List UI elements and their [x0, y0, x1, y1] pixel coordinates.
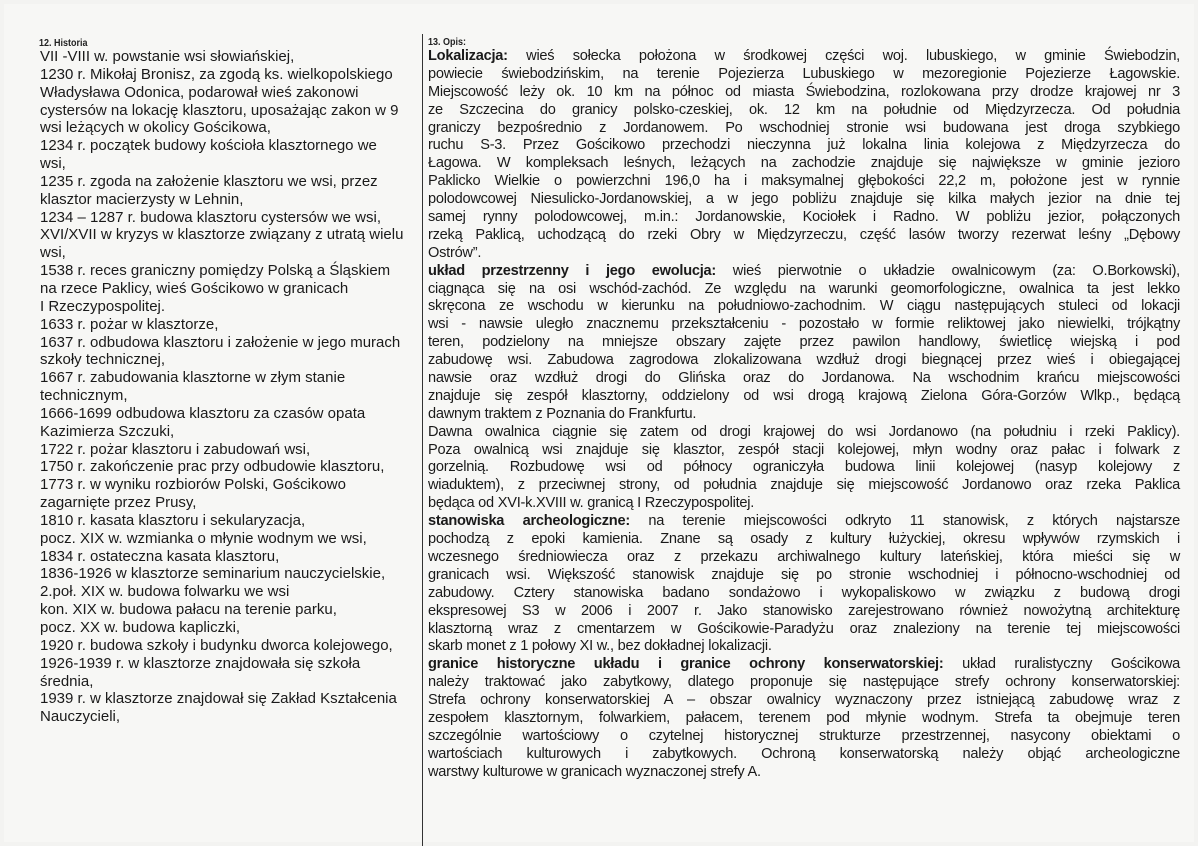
- history-line: Nauczycieli,: [40, 708, 121, 726]
- section-heading: układ przestrzenny i jego ewolucja:: [428, 262, 717, 279]
- history-line: 1637 r. odbudowa klasztoru i założenie w jego murach: [40, 333, 401, 351]
- section-heading: granice historyczne układu i granice ochrony konserwatorskiej:: [428, 656, 944, 673]
- description-line: skręcona ze wschodu w kierunku na południowo-zachodnim. W ciągu następujących stuleci od lokacji: [428, 298, 1180, 315]
- history-line: 1538 r. reces graniczny pomiędzy Polską a Śląskiem: [40, 262, 391, 280]
- description-line: ekspresowej S3 w 2006 i 2007 r. Jako stanowisko zarejestrowano również nowożytną architekturę: [428, 602, 1180, 619]
- description-line: polodowcowej Niesulicko-Jordanowskiej, a w jego pobliżu znajduje się kilka małych jezior na dnie tej: [428, 191, 1180, 208]
- section-text: na terenie miejscowości odkryto 11 stanowisk, z których najstarsze: [629, 513, 1180, 530]
- description-line: Paklicko Wielkie o powierzchni 196,0 ha i maksymalnej głębokości 22,2 m, położone jest w rynnie: [428, 173, 1180, 190]
- description-section: [428, 656, 1180, 781]
- description-section: [428, 513, 1180, 656]
- history-line: 1230 r. Mikołaj Bronisz, za zgodą ks. wielkopolskiego: [40, 65, 393, 83]
- description-line: skarb monet z 1 połowy XI w., bez dokładnej lokalizacji.: [428, 638, 772, 655]
- description-line: zespołem klasztornym, folwarkiem, pałacem, terenem pod młynie wodnym. Strefa ta obejmuje teren: [428, 709, 1180, 726]
- history-line: zagarnięte przez Prusy,: [40, 494, 197, 512]
- history-line: 1666-1699 odbudowa klasztoru za czasów opata: [40, 404, 366, 422]
- description-line: dawnym traktem z Poznania do Frankfurtu.: [428, 405, 697, 422]
- description-line: Łagowa. W kompleksach leśnych, leżących na zachodzie znajduje się największe w gminie jezioro: [428, 155, 1180, 172]
- history-line: 1235 r. zgoda na założenie klasztoru we wsi, przez: [40, 172, 378, 190]
- scanned-page: [4, 4, 1194, 842]
- history-line: 1234 r. początek budowy kościoła klasztornego we: [40, 137, 377, 155]
- description-line: warstwy kulturowe w granicach wyznaczonej strefy A.: [428, 763, 761, 780]
- description-line: Miejscowość leży ok. 10 km na północ od miasta Świebodzina, rozlokowana przy drodze krajowej nr 3: [428, 83, 1180, 100]
- history-line: I Rzeczypospolitej.: [40, 297, 166, 315]
- description-line: znajduje się zespół klasztorny, oddzielony od wsi drogą krajową Zielona Góra-Gorzów Wlkp., będącą: [428, 387, 1180, 404]
- description-line: zabudowy. Cztery stanowiska badano sondażowo i wykopaliskowo w związku z budową drogi: [428, 584, 1180, 601]
- history-line: XVI/XVII w kryzys w klasztorze związany z utratą wielu: [40, 226, 404, 244]
- history-line: 1722 r. pożar klasztoru i zabudowań wsi,: [40, 440, 311, 458]
- section-text: układ ruralistyczny Gościkowa: [943, 656, 1180, 673]
- description-line: ruchu S-3. Przez Gościkowo przechodzi nieczynna już lokalna linia kolejowa z Międzyrzecza do: [428, 137, 1180, 154]
- description-section: [428, 424, 1180, 513]
- description-line: [428, 48, 1180, 66]
- description-line: nawsie oraz wzdłuż drogi do Glińska oraz do Jordanowa. Na wschodnim krańcu miejscowości: [428, 370, 1180, 387]
- history-line: 1773 r. w wyniku rozbiorów Polski, Gościkowo: [40, 476, 346, 494]
- history-line: technicznym,: [40, 387, 128, 405]
- description-section: [428, 263, 1180, 424]
- history-line: kon. XIX w. budowa pałacu na terenie parku,: [40, 601, 337, 619]
- history-line: wsi leżących w okolicy Gościkowa,: [40, 119, 271, 137]
- history-line: na rzece Paklicy, wieś Gościkowo w granicach: [40, 279, 349, 297]
- description-line: wczesnego średniowiecza oraz z przekazu archiwalnego kultury lateńskiej, która mieści się w: [428, 548, 1180, 565]
- history-line: 1750 r. zakończenie prac przy odbudowie klasztoru,: [40, 458, 385, 476]
- description-line: szczególnie wartościowy o czytelnej historycznej strukturze przestrzennej, nasycony obiektami o: [428, 727, 1180, 744]
- description-line: Poza owalnicą wsi znajduje się klasztor, zespół stacji kolejowej, młyn wodny oraz pałac i folwark z: [428, 441, 1180, 458]
- history-line: VII -VIII w. powstanie wsi słowiańskiej,: [40, 48, 295, 65]
- history-line: 1810 r. kasata klasztoru i sekularyzacja,: [40, 511, 306, 529]
- history-line: Kazimierza Szczuki,: [40, 422, 175, 440]
- description-line: samej rynny polodowcowej, m.in.: Jordanowskie, Kociołek i Radno. W pobliżu jezior, połączonych: [428, 209, 1180, 226]
- history-line: 1939 r. w klasztorze znajdował się Zakład Kształcenia: [40, 690, 397, 708]
- description-line: zabudowę wsi. Zabudowa zagrodowa zlokalizowana wzdłuż drogi biegnącej przez wieś i obiegającej: [428, 352, 1180, 369]
- history-line: 1834 r. ostateczna kasata klasztoru,: [40, 547, 280, 565]
- description-line: gorzelnią. Rozbudowę wsi od północy ograniczyła budowa linii kolejowej (nasyp kolejowy z: [428, 459, 1180, 476]
- description-line: wiaduktem), z przeciwnej strony, od południa znajduje się miejscowość Jordanowo oraz rzeka Paklica: [428, 477, 1180, 494]
- description-line: wsi - nawsie uległo znacznemu przekształceniu - pozostało w formie reliktowej jako niewielki, trójkątny: [428, 316, 1180, 333]
- description-line: ze Szczecina do granicy polsko-czeskiej, ok. 12 km na południe od Międzyrzecza. Od południa: [428, 101, 1180, 118]
- description-line: [428, 513, 1180, 531]
- section-heading: stanowiska archeologiczne:: [428, 513, 630, 530]
- section-text: wieś pierwotnie o układzie owalnicowym (za: O.Borkowski),: [716, 262, 1180, 279]
- history-header: 12. Historia: [39, 38, 88, 49]
- history-column: [40, 48, 416, 726]
- description-section: [428, 48, 1180, 263]
- description-line: Dawna owalnica ciągnie się zatem od drogi krajowej do wsi Jordanowo (na południu i rzeki Paklicy).: [428, 423, 1180, 440]
- description-line: rzeką Paklicą, uchodzącą do rzeki Obry w Międzyrzeczu, część lasów tworzy rezerwat leśny „Dębowy: [428, 226, 1180, 243]
- history-line: wsi,: [40, 155, 66, 173]
- description-line: będąca od XVI-k.XVIII w. granicą I Rzeczypospolitej.: [428, 495, 755, 512]
- description-line: graniczy bezpośrednio z Jordanowem. Po wschodniej stronie wsi budowana jest droga szybkiego: [428, 119, 1180, 136]
- history-line: 1836-1926 w klasztorze seminarium nauczycielskie,: [40, 565, 386, 583]
- description-line: [428, 656, 1180, 674]
- history-line: 1633 r. pożar w klasztorze,: [40, 315, 219, 333]
- section-heading: Lokalizacja:: [428, 48, 508, 64]
- history-line: pocz. XIX w. wzmianka o młynie wodnym we wsi,: [40, 529, 367, 547]
- history-line: klasztor macierzysty w Lehnin,: [40, 190, 244, 208]
- description-line: Ostrów”.: [428, 244, 482, 261]
- description-column: [428, 48, 1180, 782]
- description-header: 13. Opis:: [428, 37, 467, 48]
- history-line: wsi,: [40, 244, 66, 262]
- description-line: granicach wsi. Większość stanowisk znajduje się po stronie wschodniej i północno-wschodniej od: [428, 566, 1180, 583]
- description-line: teren, podzielony na mniejsze obszary zajęte przez pawilon handlowy, świetlicę wiejską i pod: [428, 334, 1180, 351]
- history-line: szkoły technicznej,: [40, 351, 166, 369]
- history-line: 2.poł. XIX w. budowa folwarku we wsi: [40, 583, 290, 601]
- description-line: wartościach kulturowych i zabytkowych. Ochroną konserwatorską należy objąć archeologiczne: [428, 745, 1180, 762]
- description-line: powiecie świebodzińskim, na terenie Pojezierza Lubuskiego w mezoregionie Pojezierze Łagowskie.: [428, 65, 1180, 82]
- history-line: pocz. XX w. budowa kapliczki,: [40, 619, 241, 636]
- description-line: [428, 263, 1180, 281]
- section-text: wieś sołecka położona w środkowej części woj. lubuskiego, w gminie Świebodzin,: [507, 48, 1180, 64]
- history-line: średnia,: [40, 672, 94, 690]
- description-line: klasztorną wraz z cmentarzem w Gościkowie-Paradyżu oraz znaleziony na terenie tej miejscowości: [428, 620, 1180, 637]
- column-divider: [422, 34, 423, 846]
- description-line: należy traktować jako zabytkowy, dlatego proponuje się następujące strefy ochrony konserwatorskiej:: [428, 674, 1180, 691]
- description-line: Strefa ochrony konserwatorskiej A – obszar owalnicy wyznaczony przez istniejącą zabudowę wraz z: [428, 692, 1180, 709]
- history-line: cystersów na lokację klasztoru, uposażając zakon w 9: [40, 101, 399, 119]
- history-line: 1234 – 1287 r. budowa klasztoru cystersów we wsi,: [40, 208, 382, 226]
- history-line: Władysława Odonica, podarował wieś zakonowi: [40, 83, 359, 101]
- history-line: 1926-1939 r. w klasztorze znajdowała się szkoła: [40, 654, 361, 672]
- description-line: pochodzą z epoki kamienia. Znane są osady z kultury łużyckiej, okresu wpływów rzymskich i: [428, 531, 1180, 548]
- history-line: 1920 r. budowa szkoły i budynku dworca kolejowego,: [40, 636, 393, 654]
- history-line: 1667 r. zabudowania klasztorne w złym stanie: [40, 369, 346, 387]
- description-line: ciągnąca się na osi wschód-zachód. Ze względu na warunki geomorfologiczne, owalnica ta jest lekko: [428, 280, 1180, 297]
